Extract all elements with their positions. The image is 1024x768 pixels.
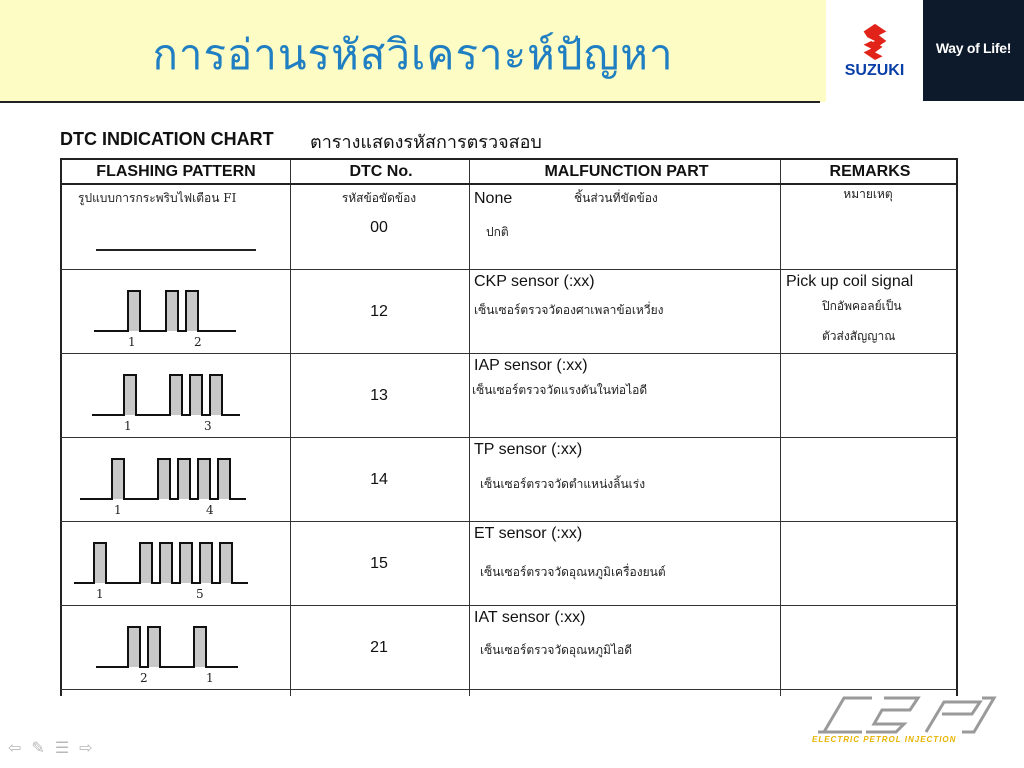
- tagline-panel: [923, 0, 1024, 101]
- flash-pattern-14: [60, 437, 290, 521]
- header-part: MALFUNCTION PART: [544, 163, 709, 180]
- flash-waveform: [94, 291, 236, 331]
- suzuki-logo: [826, 0, 923, 101]
- pulse-label: 1: [128, 335, 136, 349]
- header-code: DTC No.: [349, 163, 413, 180]
- header-pattern: FLASHING PATTERN: [96, 163, 256, 180]
- remark-thai: ปิกอัพคอลย์เป็น: [822, 299, 902, 313]
- part-name: ET sensor (:xx): [474, 525, 583, 542]
- flash-pulse: [158, 459, 170, 499]
- table-row: [60, 437, 958, 522]
- pattern-caption: รูปแบบการกระพริบไฟเตือน FI: [78, 191, 237, 205]
- flash-pattern-21: [60, 605, 290, 689]
- menu-icon[interactable]: ☰: [54, 740, 70, 757]
- part-thai: เซ็นเซอร์ตรวจวัดตำแหน่งลิ้นเร่ง: [480, 477, 646, 491]
- chart-subheading: ตารางแสดงรหัสการตรวจสอบ: [310, 132, 542, 153]
- flash-pulse: [160, 543, 172, 583]
- part-thai: เซ็นเซอร์ตรวจวัดอุณหภูมิเครื่องยนต์: [480, 565, 666, 579]
- flash-pulse: [112, 459, 124, 499]
- flash-pattern-15: [60, 521, 290, 605]
- flash-pattern-13: [60, 353, 290, 437]
- pulse-label: 4: [206, 503, 214, 517]
- dtc-code: 12: [370, 303, 388, 320]
- part-name: IAP sensor (:xx): [474, 357, 588, 374]
- flash-waveform: [96, 627, 238, 667]
- pulse-label: 2: [140, 671, 148, 685]
- flash-pulse: [140, 543, 152, 583]
- flash-pulse: [94, 543, 106, 583]
- part-name: TP sensor (:xx): [474, 441, 583, 458]
- pen-icon[interactable]: ✎: [31, 740, 45, 757]
- table-header: [60, 158, 958, 185]
- pulse-label: 1: [96, 587, 104, 601]
- flash-pulse: [210, 375, 222, 415]
- dtc-table: [60, 158, 958, 696]
- pulse-label: 5: [196, 587, 204, 601]
- pulse-label: 1: [124, 419, 132, 433]
- flash-pulse: [200, 543, 212, 583]
- flash-pulse: [170, 375, 182, 415]
- flash-pulse: [194, 627, 206, 667]
- tagline: Way of Life!: [935, 40, 1012, 56]
- table-row: [60, 521, 958, 606]
- page-title: การอ่านรหัสวิเคราะห์ปัญหา: [152, 30, 674, 79]
- steady-line: [96, 249, 256, 251]
- slide-nav: [8, 738, 93, 758]
- flash-pulse: [124, 375, 136, 415]
- title-divider: [0, 101, 820, 103]
- dtc-code: 14: [370, 471, 388, 488]
- flash-pulse: [128, 627, 140, 667]
- table-row: [60, 185, 958, 270]
- flash-pulse: [178, 459, 190, 499]
- flash-pulse: [198, 459, 210, 499]
- dtc-code: 13: [370, 387, 388, 404]
- brand-name: SUZUKI: [844, 62, 905, 79]
- pulse-label: 1: [114, 503, 122, 517]
- remark-thai: ตัวส่งสัญญาณ: [822, 329, 896, 343]
- dtc-code: 21: [370, 639, 388, 656]
- flash-pulse: [128, 291, 140, 331]
- part-name: None: [474, 190, 513, 207]
- part-thai: ปกติ: [486, 225, 509, 239]
- code-caption: รหัสข้อขัดข้อง: [341, 191, 417, 205]
- pulse-label: 1: [206, 671, 214, 685]
- part-name: IAT sensor (:xx): [474, 609, 586, 626]
- part-thai: เซ็นเซอร์ตรวจวัดอุณหภูมิไอดี: [480, 643, 632, 657]
- part-caption: ชิ้นส่วนที่ขัดข้อง: [574, 191, 658, 205]
- table-row: [60, 269, 958, 354]
- back-arrow-icon[interactable]: ⇦: [8, 740, 22, 757]
- flash-pulse: [220, 543, 232, 583]
- epi-subtitle: ELECTRIC PETROL INJECTION: [812, 735, 957, 744]
- flash-pulse: [190, 375, 202, 415]
- dtc-code: 00: [370, 219, 388, 236]
- flash-pulse: [166, 291, 178, 331]
- part-thai: เซ็นเซอร์ตรวจวัดองศาเพลาข้อเหวี่ยง: [474, 303, 664, 317]
- suzuki-s-icon: [856, 22, 894, 60]
- pulse-label: 3: [204, 419, 212, 433]
- flash-pulse: [218, 459, 230, 499]
- flash-pulse: [180, 543, 192, 583]
- table-row: [60, 605, 958, 690]
- flash-pattern-12: [60, 269, 290, 353]
- pulse-label: 2: [194, 335, 202, 349]
- dtc-code: 15: [370, 555, 388, 572]
- table-row: [60, 353, 958, 438]
- part-thai: เซ็นเซอร์ตรวจวัดแรงดันในท่อไอดี: [472, 383, 648, 397]
- forward-arrow-icon[interactable]: ⇨: [79, 740, 93, 757]
- chart-heading: DTC INDICATION CHART: [60, 129, 274, 149]
- part-name: CKP sensor (:xx): [474, 273, 595, 290]
- remarks-caption: หมายเหตุ: [843, 187, 893, 201]
- flash-pulse: [186, 291, 198, 331]
- remark-text: Pick up coil signal: [786, 273, 914, 290]
- header-remarks: REMARKS: [829, 163, 911, 180]
- flash-pulse: [148, 627, 160, 667]
